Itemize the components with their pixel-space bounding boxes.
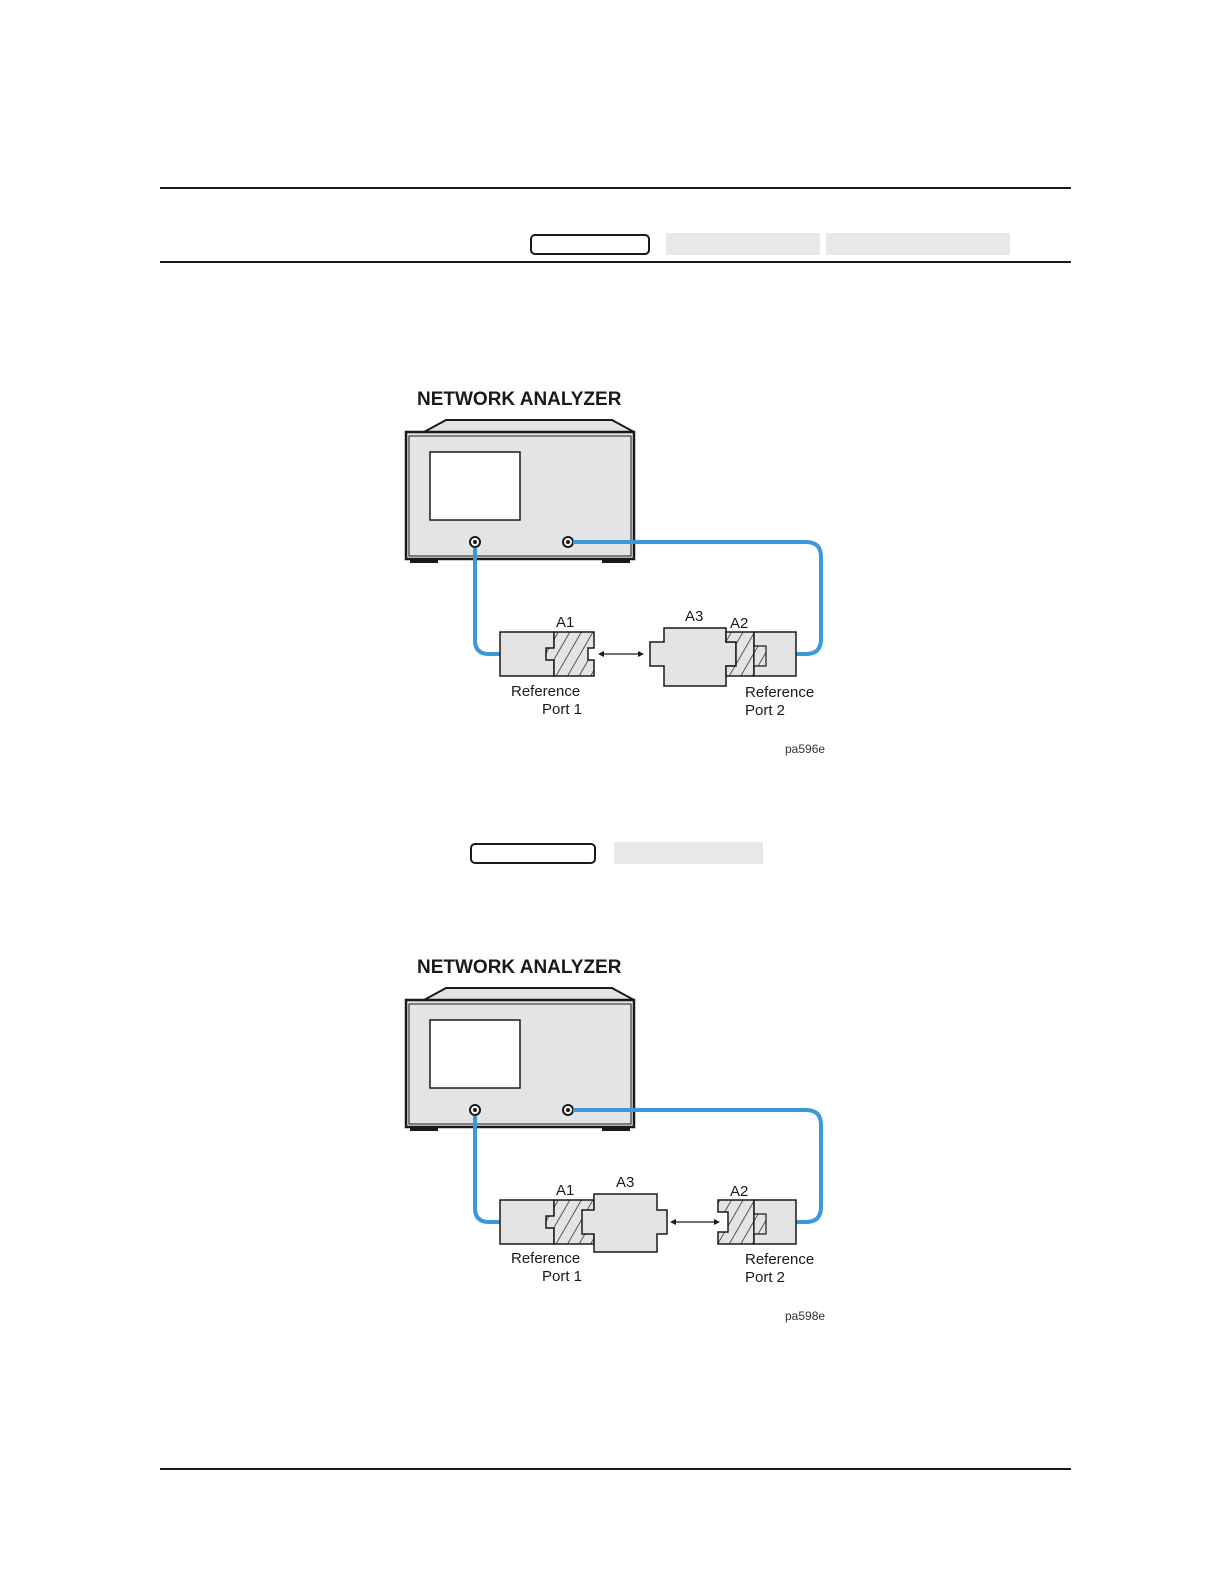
label-a3: A3 <box>616 1174 635 1191</box>
label-reference-port-1-line2: Port 1 <box>542 701 583 718</box>
header-softkey-1[interactable] <box>666 233 820 255</box>
figure-id: pa598e <box>785 1309 826 1323</box>
setup-figure-1 <box>380 380 850 770</box>
header-bottom-rule <box>160 261 1071 263</box>
step-hardkey[interactable] <box>470 843 596 864</box>
label-reference-port-2-line1: Reference <box>745 1251 815 1268</box>
adapter-a3 <box>582 1194 667 1252</box>
reference-port-1-connector <box>500 1200 594 1244</box>
setup-diagram-1 <box>380 380 850 770</box>
cable-port-1 <box>475 1116 500 1222</box>
label-a1: A1 <box>556 614 575 631</box>
label-reference-port-2-line2: Port 2 <box>745 1269 786 1286</box>
label-a3: A3 <box>685 608 704 625</box>
figure-title: NETWORK ANALYZER <box>417 957 622 978</box>
reference-port-2-connector <box>726 632 796 676</box>
label-reference-port-1-line2: Port 1 <box>542 1268 583 1285</box>
setup-figure-2 <box>380 948 850 1338</box>
connect-arrow <box>598 651 644 657</box>
cable-port-1 <box>475 548 500 654</box>
footer-rule <box>160 1468 1071 1470</box>
label-reference-port-1-line1: Reference <box>511 683 581 700</box>
figure-id: pa596e <box>785 742 826 756</box>
label-reference-port-2-line2: Port 2 <box>745 702 786 719</box>
setup-diagram-2 <box>380 948 850 1338</box>
adapter-a3 <box>650 628 736 686</box>
label-reference-port-1-line1: Reference <box>511 1250 581 1267</box>
label-a2: A2 <box>730 1183 749 1200</box>
connect-arrow <box>670 1219 720 1225</box>
header-softkey-2[interactable] <box>826 233 1010 255</box>
figure-title: NETWORK ANALYZER <box>417 389 622 410</box>
reference-port-1-connector <box>500 632 594 676</box>
label-reference-port-2-line1: Reference <box>745 684 815 701</box>
step-softkey[interactable] <box>614 842 763 864</box>
header-hardkey[interactable] <box>530 234 650 255</box>
label-a2: A2 <box>730 615 749 632</box>
reference-port-2-connector <box>718 1200 796 1244</box>
label-a1: A1 <box>556 1182 575 1199</box>
header-top-rule <box>160 187 1071 189</box>
